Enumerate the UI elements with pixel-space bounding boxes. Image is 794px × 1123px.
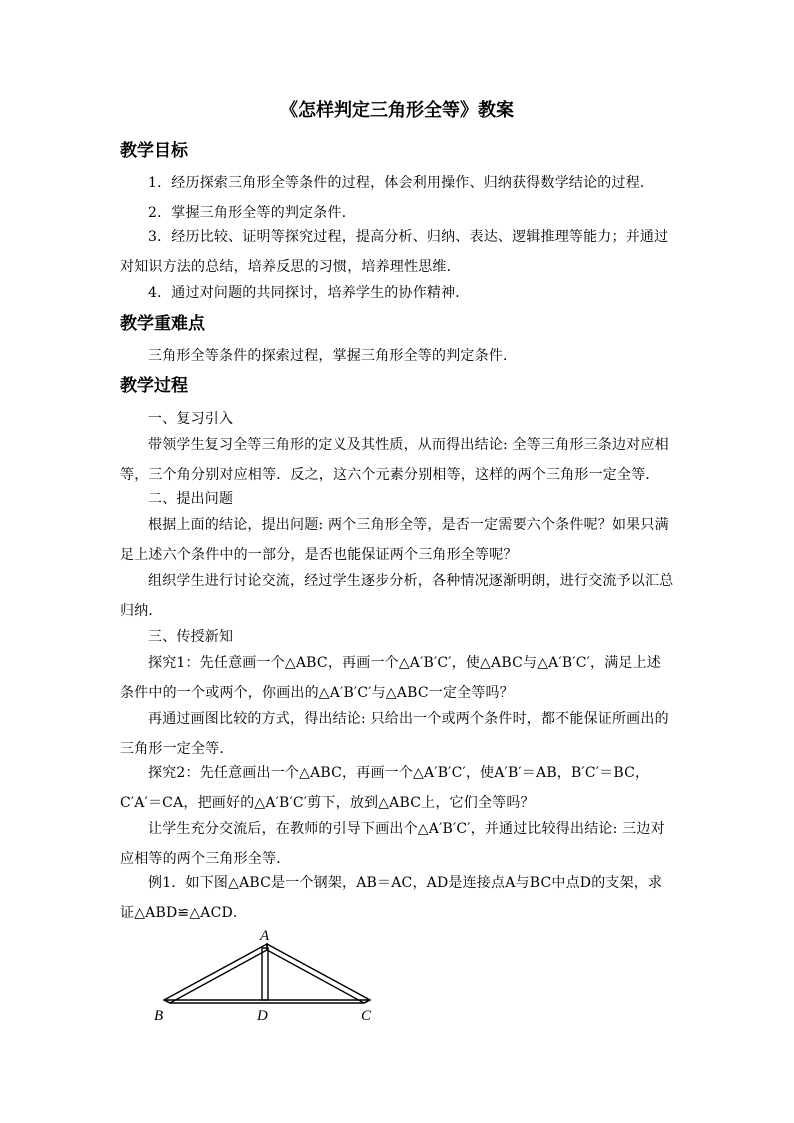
support-ad bbox=[262, 948, 268, 1000]
goal-item-4: 4．通过对问题的共同探讨，培养学生的协作精神． bbox=[148, 285, 470, 301]
rafter-ab bbox=[164, 944, 267, 1003]
conclusion-2-text: 让学生充分交流后，在教师的引导下画出个△A′B′C′，并通过比较得出结论: 三边对应相等的两个三角形全等． bbox=[120, 821, 665, 867]
label-a: A bbox=[260, 928, 270, 944]
steel-truss-figure bbox=[150, 924, 380, 1024]
section-title-new-knowledge: 三、传授新知 bbox=[148, 629, 234, 645]
rafter-ac bbox=[267, 944, 370, 1003]
heading-process: 教学过程 bbox=[120, 376, 188, 396]
heading-goals: 教学目标 bbox=[120, 141, 188, 161]
goal-item-1: 1．经历探索三角形全等条件的过程，体会利用操作、归纳获得数学结论的过程． bbox=[148, 175, 655, 191]
question-text: 根据上面的结论，提出问题: 两个三角形全等，是否一定需要六个条件呢？如果只满足上述六个条件中的一部分，是否也能保证两个三角形全等呢？ bbox=[120, 517, 669, 563]
label-c: C bbox=[361, 1008, 372, 1024]
page-title: 《怎样判定三角形全等》教案 bbox=[280, 100, 514, 121]
discussion-text: 组织学生进行讨论交流，经过学生逐步分析，各种情况逐渐明朗，进行交流予以汇总归纳． bbox=[120, 573, 674, 619]
explore-1-text: 探究1：先任意画一个△ABC，再画一个△A′B′C′，使△ABC与△A′B′C′，满足上述条件中的一个或两个，你画出的△A′B′C′与△ABC一定全等吗？ bbox=[120, 655, 662, 701]
label-d: D bbox=[257, 1008, 268, 1024]
goal-item-3: 3．经历比较、证明等探究过程，提高分析、归纳、表达、逻辑推理等能力；并通过对知识方法的总结，培养反思的习惯，培养理性思维． bbox=[120, 229, 669, 275]
goal-item-2: 2．掌握三角形全等的判定条件． bbox=[148, 205, 356, 221]
explore-2-text: 探究2：先任意画出一个△ABC，再画一个△A′B′C′，使A′B′＝AB，B′C′＝BC，C′A′＝CA，把画好的△A′B′C′剪下，放到△ABC上，它们全等吗？ bbox=[120, 765, 650, 811]
review-text: 带领学生复习全等三角形的定义及其性质，从而得出结论: 全等三角形三条边对应相等，三个角分别对应相等．反之，这六个元素分别相等，这样的两个三角形一定全等． bbox=[120, 437, 669, 483]
heading-key-points: 教学重难点 bbox=[120, 314, 205, 334]
conclusion-1-text: 再通过画图比较的方式，得出结论: 只给出一个或两个条件时，都不能保证所画出的三角形一定全等． bbox=[120, 711, 669, 757]
section-title-review: 一、复习引入 bbox=[148, 411, 234, 427]
example-1-text: 例1．如下图△ABC是一个钢架，AB＝AC，AD是连接点A与BC中点D的支架，求证△ABD≌△ACD． bbox=[120, 875, 663, 921]
key-points-text: 三角形全等条件的探索过程，掌握三角形全等的判定条件． bbox=[148, 348, 518, 364]
label-b: B bbox=[154, 1008, 164, 1024]
section-title-question: 二、提出问题 bbox=[148, 491, 234, 507]
